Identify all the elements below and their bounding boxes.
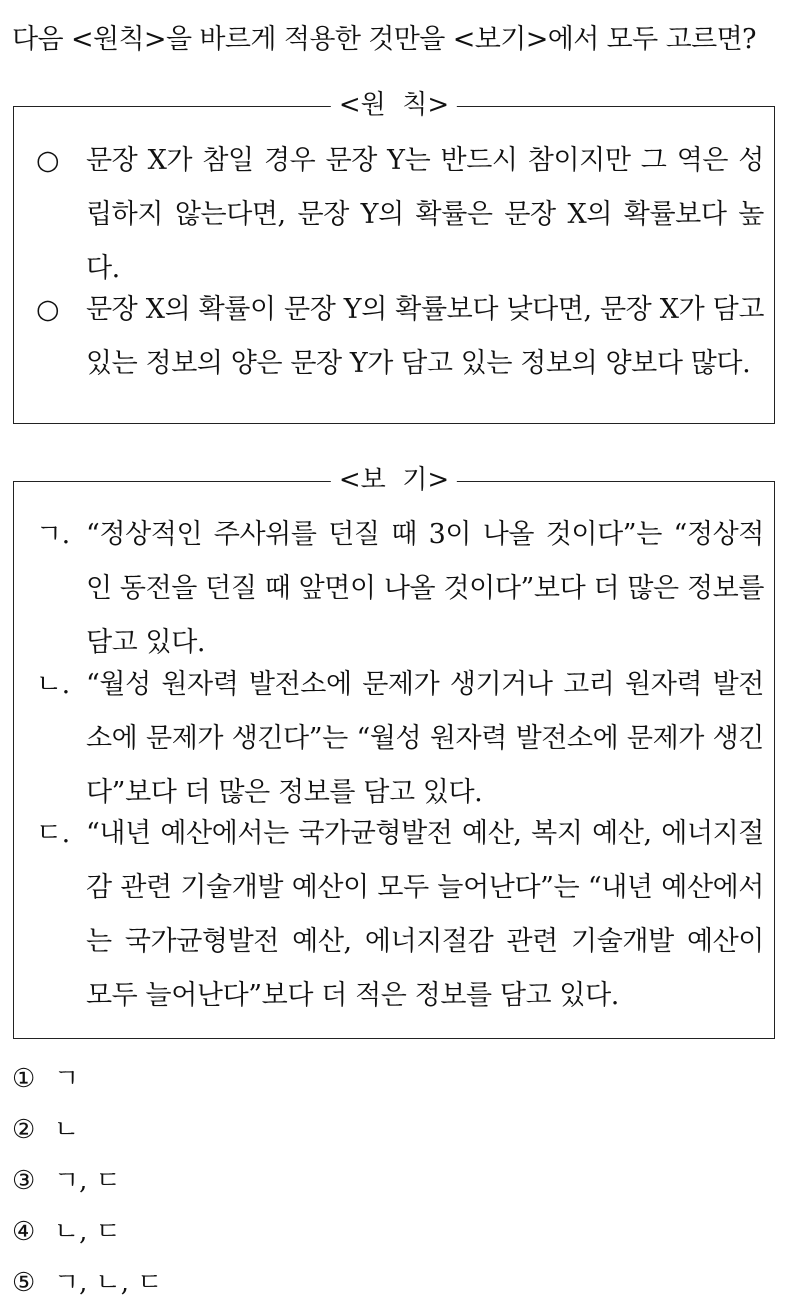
choice-2[interactable] <box>12 1105 412 1156</box>
choice-number: ④ <box>12 1217 36 1247</box>
choice-number: ③ <box>12 1166 36 1196</box>
choice-4[interactable] <box>12 1207 412 1258</box>
choice-number: ① <box>12 1064 36 1094</box>
principle-text: 문장 X의 확률이 문장 Y의 확률보다 낮다면, 문장 X가 담고 있는 정보의 양은 문장 Y가 담고 있는 정보의 양보다 많다. <box>86 294 764 379</box>
principle-box-title: <원 칙> <box>331 85 457 125</box>
choice-text: ㄱ, ㄷ <box>54 1166 121 1196</box>
choice-5[interactable] <box>12 1258 412 1309</box>
examples-box <box>13 465 775 1039</box>
choice-3[interactable] <box>12 1156 412 1207</box>
examples-box-title: <보 기> <box>331 460 457 500</box>
example-text: “정상적인 주사위를 던질 때 3이 나올 것이다”는 “정상적인 동전을 던질 때 앞면이 나올 것이다”보다 더 많은 정보를 담고 있다. <box>86 519 764 658</box>
example-text: “내년 예산에서는 국가균형발전 예산, 복지 예산, 에너지절감 관련 기술개발 예산이 모두 늘어난다”는 “내년 예산에서는 국가균형발전 예산, 에너지절감 관련 기술개발 예산이 모두 늘어난다”보다 더 적은 정보를 담고 있다. <box>86 818 764 1011</box>
example-marker: ㄴ. <box>36 669 70 700</box>
example-marker: ㄷ. <box>36 818 70 849</box>
principle-item <box>36 134 764 296</box>
choice-text: ㄴ, ㄷ <box>54 1217 121 1247</box>
circle-bullet-icon: ○ <box>36 145 60 176</box>
choice-text: ㄴ <box>54 1115 80 1145</box>
choice-number: ⑤ <box>12 1268 36 1298</box>
choice-1[interactable] <box>12 1054 412 1105</box>
principle-item <box>36 283 764 391</box>
example-marker: ㄱ. <box>36 519 70 550</box>
choice-text: ㄱ <box>54 1064 80 1094</box>
example-item-digeut <box>36 807 764 1023</box>
example-item-giyeok <box>36 508 764 670</box>
question-text: 다음 <원칙>을 바르게 적용한 것만을 <보기>에서 모두 고르면? <box>12 24 756 55</box>
circle-bullet-icon: ○ <box>36 294 60 325</box>
choice-number: ② <box>12 1115 36 1145</box>
example-item-nieun <box>36 658 764 820</box>
principle-box <box>13 90 775 424</box>
answer-choices <box>12 1054 412 1309</box>
principle-text: 문장 X가 참일 경우 문장 Y는 반드시 참이지만 그 역은 성립하지 않는다면, 문장 Y의 확률은 문장 X의 확률보다 높다. <box>86 145 764 284</box>
example-text: “월성 원자력 발전소에 문제가 생기거나 고리 원자력 발전소에 문제가 생긴다”는 “월성 원자력 발전소에 문제가 생긴다”보다 더 많은 정보를 담고 있다. <box>86 669 764 808</box>
choice-text: ㄱ, ㄴ, ㄷ <box>54 1268 163 1298</box>
